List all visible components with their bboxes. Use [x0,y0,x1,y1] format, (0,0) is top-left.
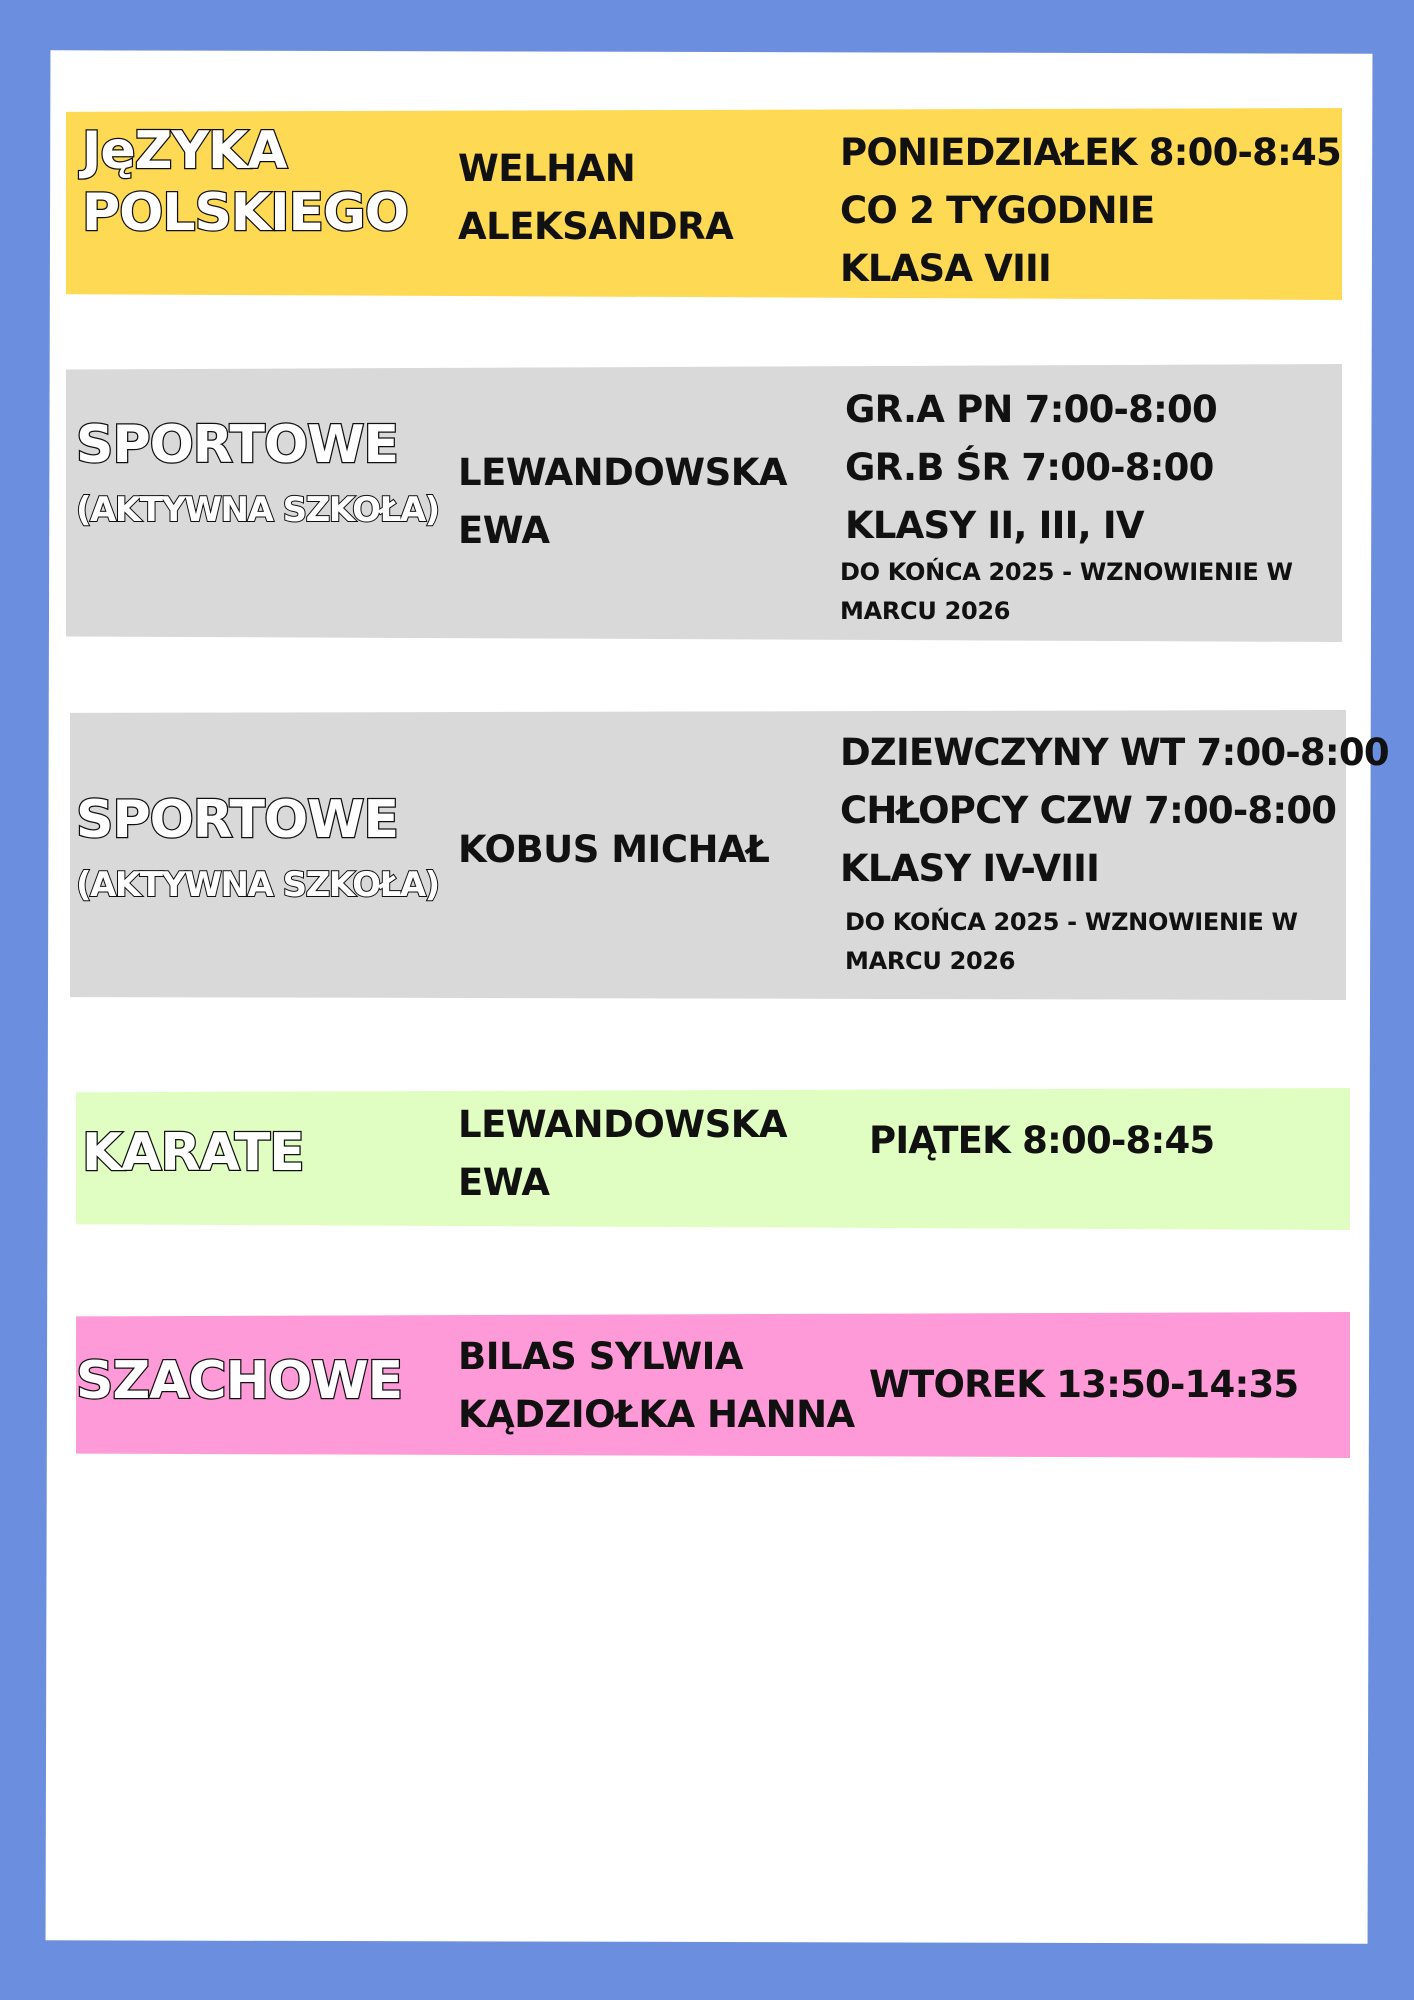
teacher-line: EWA [458,509,550,552]
teacher-line: BILAS SYLWIA [458,1335,744,1378]
teacher-name-polish [458,140,733,256]
teacher-name-chess [458,1328,855,1444]
note-line: DO KOŃCA 2025 - WZNOWIENIE W [845,908,1298,936]
activity-title-line: JęZYKA [82,121,287,181]
teacher-line: WELHAN [458,147,636,190]
note-line: DO KOŃCA 2025 - WZNOWIENIE W [840,558,1293,586]
schedule-note-sport-2 [845,903,1298,981]
teacher-line: KOBUS MICHAŁ [458,828,770,871]
schedule-sport-2 [840,724,1389,898]
teacher-line: LEWANDOWSKA [458,451,788,494]
activity-title-subline: (AKTYWNA SZKOŁA) [76,490,439,531]
schedule-sport-1 [845,381,1217,555]
teacher-line: LEWANDOWSKA [458,1103,788,1146]
schedule-line: PIĄTEK 8:00-8:45 [869,1119,1215,1162]
schedule-polish [840,124,1341,298]
note-line: MARCU 2026 [845,947,1016,975]
schedule-line: CHŁOPCY CZW 7:00-8:00 [840,789,1337,832]
note-line: MARCU 2026 [840,597,1011,625]
schedule-line: KLASA VIII [840,247,1051,290]
activity-title-sport-2 [76,789,439,906]
activity-title-polish [82,120,408,245]
teacher-name-sport-2 [458,821,769,879]
activity-title-line: POLSKIEGO [82,183,408,244]
schedule-line: CO 2 TYGODNIE [840,189,1155,232]
schedule-line: PONIEDZIAŁEK 8:00-8:45 [840,131,1341,174]
schedule-line: DZIEWCZYNY WT 7:00-8:00 [840,731,1389,774]
teacher-line: ALEKSANDRA [458,205,734,248]
activity-title-line: SPORTOWE [76,790,399,850]
schedule-line: KLASY II, III, IV [845,504,1144,547]
schedule-karate [869,1112,1214,1170]
activity-title-karate [82,1122,304,1184]
teacher-name-karate [458,1096,787,1212]
teacher-line: EWA [458,1161,550,1204]
schedule-note-sport-1 [840,553,1293,631]
activity-title-sport-1 [76,414,439,531]
schedule-line: GR.A PN 7:00-8:00 [845,388,1217,431]
activity-title-line: SZACHOWE [76,1351,403,1411]
teacher-line: KĄDZIOŁKA HANNA [458,1393,855,1436]
teacher-name-sport-1 [458,444,787,560]
schedule-line: KLASY IV-VIII [840,847,1100,890]
activity-title-subline: (AKTYWNA SZKOŁA) [76,865,439,906]
schedule-line: WTOREK 13:50-14:35 [869,1363,1299,1406]
activity-title-chess [76,1350,402,1412]
schedule-line: GR.B ŚR 7:00-8:00 [845,446,1214,489]
activity-title-line: KARATE [82,1123,304,1183]
schedule-chess [869,1356,1298,1414]
activity-title-line: SPORTOWE [76,415,399,475]
